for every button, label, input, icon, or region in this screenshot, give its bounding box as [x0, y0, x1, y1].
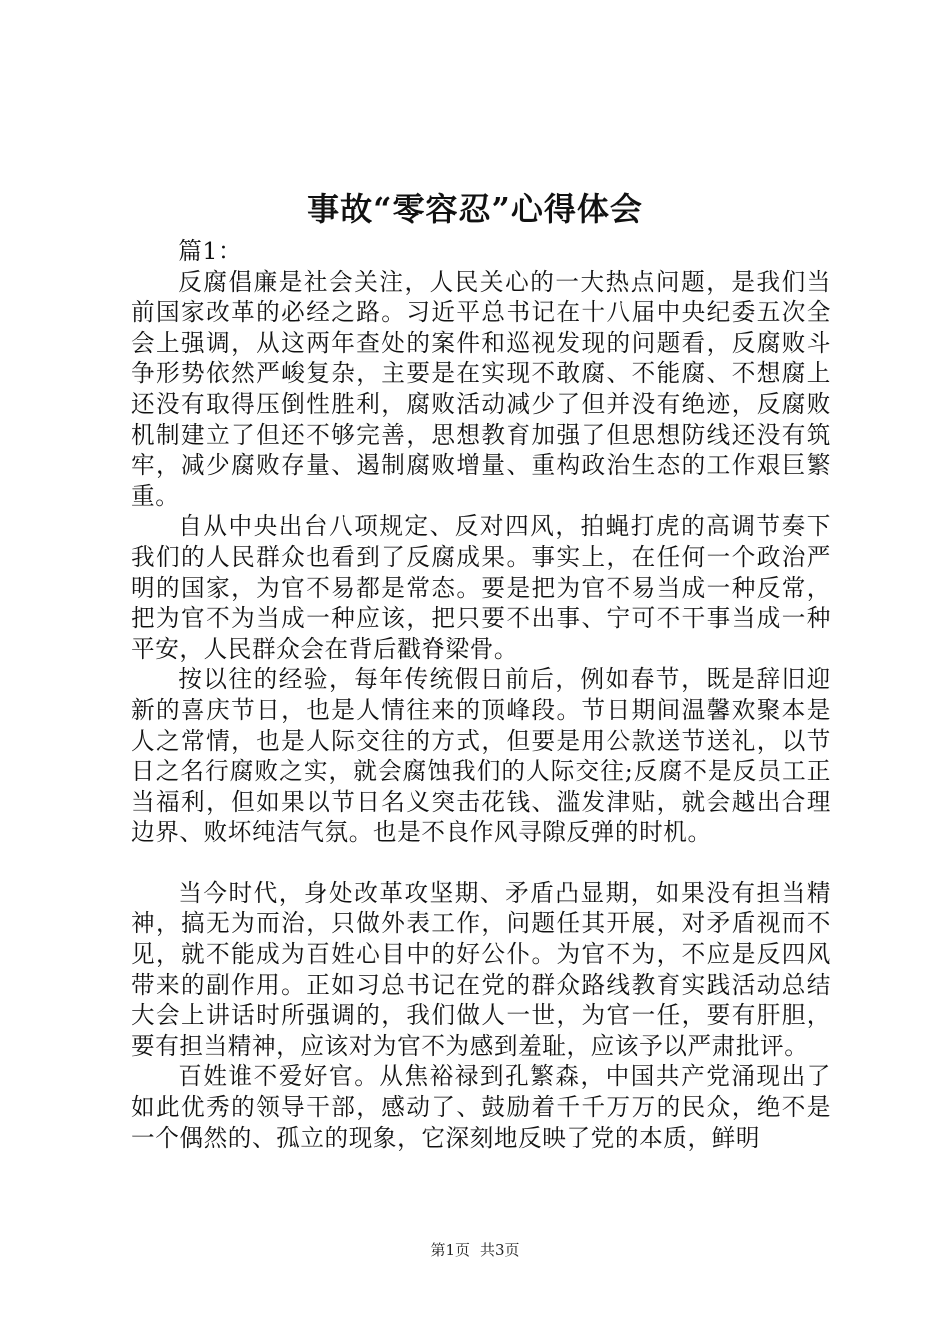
paragraph: 当今时代，身处改革攻坚期、矛盾凸显期，如果没有担当精神，搞无为而治，只做外表工作，问题任其开展，对矛盾视而不见，就不能成为百姓心目中的好公仆。为官不为，不应是反四风带来的副作用。正如习总书记在党的群众路线教育实践活动总结大会上讲话时所强调的，我们做人一世，为官一任，要有肝胆，要有担当精神，应该对为官不为感到羞耻，应该予以严肃批评。 — [131, 878, 831, 1060]
document-title: 事故“零容忍”心得体会 — [307, 190, 643, 228]
page-number: 第1页 — [430, 1241, 470, 1259]
page-total: 共3页 — [480, 1241, 520, 1259]
paragraph: 百姓谁不爱好官。从焦裕禄到孔繁森，中国共产党涌现出了如此优秀的领导干部，感动了、鼓励着千千万万的民众，绝不是一个偶然的、孤立的现象，它深刻地反映了党的本质，鲜明 — [131, 1062, 831, 1152]
document-body — [131, 236, 831, 1153]
section-label: 篇1： — [178, 237, 243, 265]
page-footer — [0, 1240, 950, 1260]
paragraph: 自从中央出台八项规定、反对四风，拍蝇打虎的高调节奏下我们的人民群众也看到了反腐成果。事实上，在任何一个政治严明的国家，为官不易都是常态。要是把为官不易当成一种反常，把为官不为当成一种应该，把只要不出事、宁可不干事当成一种平安，人民群众会在背后戳脊梁骨。 — [131, 512, 831, 663]
paragraph: 按以往的经验，每年传统假日前后，例如春节，既是辞旧迎新的喜庆节日，也是人情往来的顶峰段。节日期间温馨欢聚本是人之常情，也是人际交往的方式，但要是用公款送节送礼，以节日之名行腐败之实，就会腐蚀我们的人际交往;反腐不是反员工正当福利，但如果以节日名义突击花钱、滥发津贴，就会越出合理边界、败坏纯洁气氛。也是不良作风寻隙反弹的时机。 — [131, 665, 831, 847]
paragraph-gap — [131, 848, 831, 878]
paragraph: 反腐倡廉是社会关注，人民关心的一大热点问题，是我们当前国家改革的必经之路。习近平总书记在十八届中央纪委五次全会上强调，从这两年查处的案件和巡视发现的问题看，反腐败斗争形势依然严峻复杂，主要是在实现不敢腐、不能腐、不想腐上还没有取得压倒性胜利，腐败活动减少了但并没有绝迹，反腐败机制建立了但还不够完善，思想教育加强了但思想防线还没有筑牢，减少腐败存量、遏制腐败增量、重构政治生态的工作艰巨繁重。 — [131, 267, 831, 510]
